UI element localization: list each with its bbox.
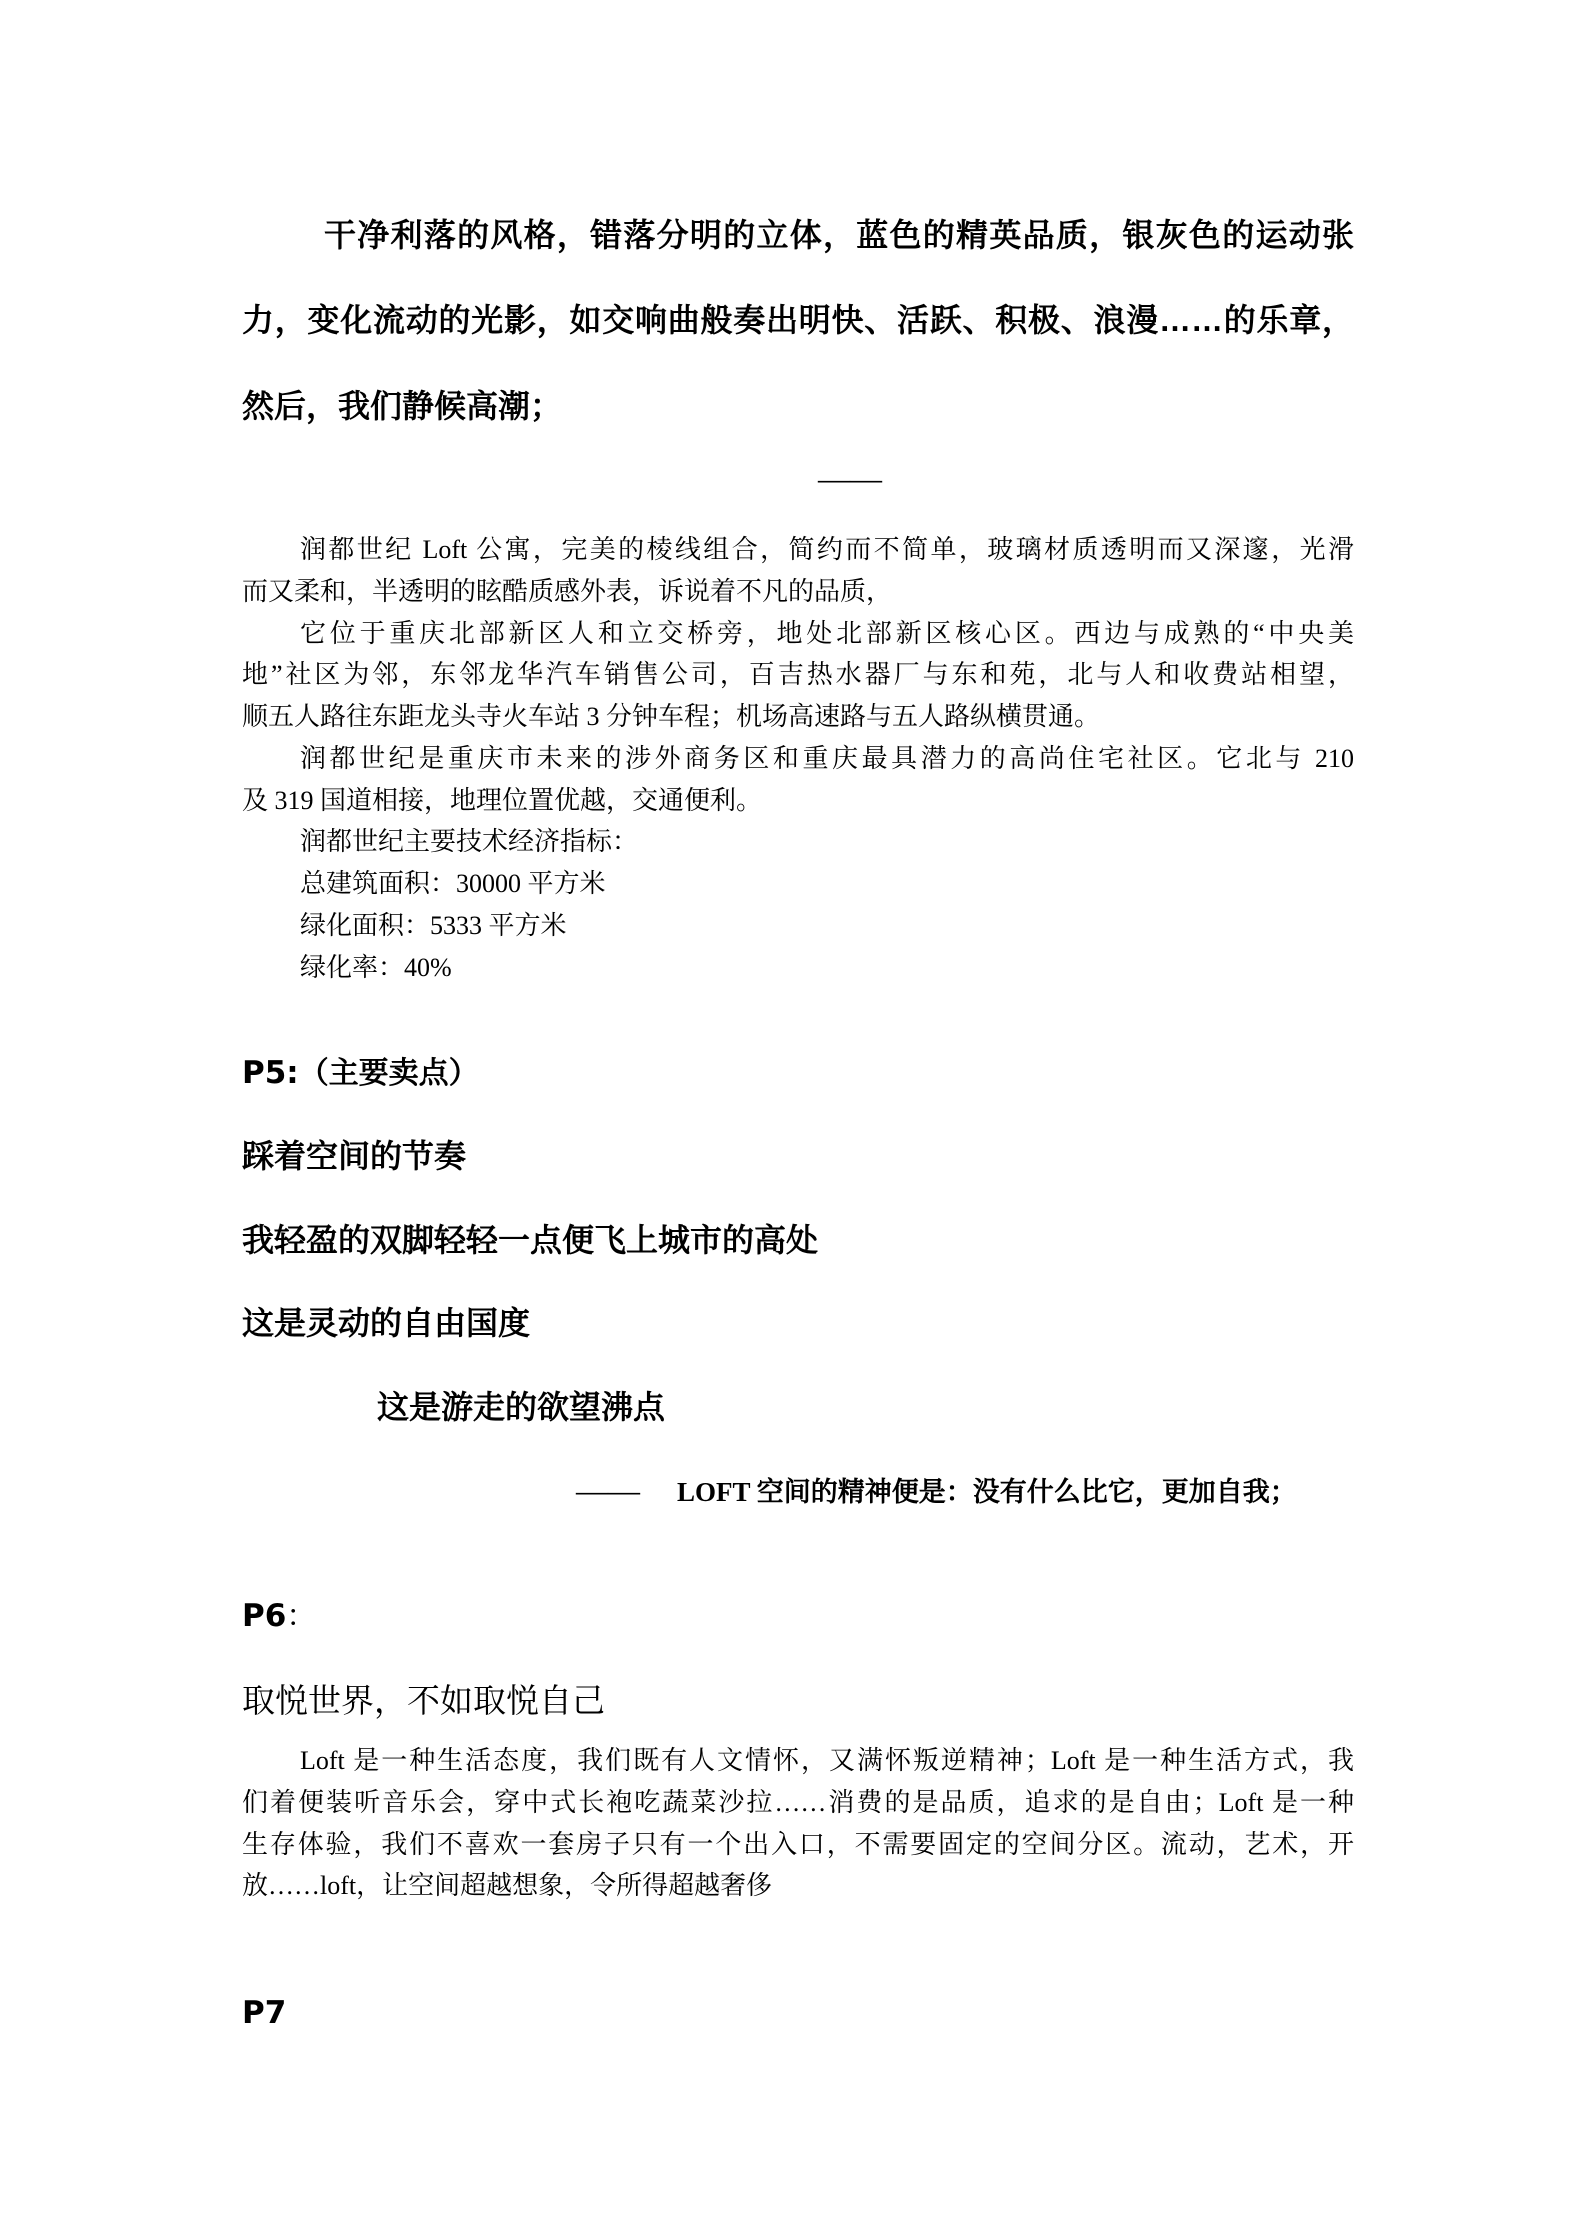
section-label: P5: [242, 1055, 299, 1091]
section-heading-p5 [242, 1053, 479, 1093]
description-line: 润都世纪主要技术经济指标： [300, 827, 639, 856]
description-line: 绿化面积：5333 平方米 [300, 911, 567, 940]
poem-line: 这是游走的欲望沸点 [377, 1389, 666, 1425]
description-line: 顺五人路往东距龙头寺火车站 3 分钟车程；机场高速路与五人路纵横贯通。 [242, 702, 1101, 731]
section-label: P6 [242, 1598, 287, 1634]
body-line: 们着便装听音乐会，穿中式长袍吃蔬菜沙拉……消费的是品质，追求的是自由；Loft 是一种 [242, 1788, 1354, 1817]
poem-line: 这是灵动的自由国度 [242, 1305, 531, 1341]
poem-line: 我轻盈的双脚轻轻一点便飞上城市的高处 [242, 1222, 819, 1258]
body-line: 放……loft，让空间超越想象，令所得超越奢侈 [242, 1871, 773, 1900]
description-line: 地”社区为邻，东邻龙华汽车销售公司，百吉热水器厂与东和苑，北与人和收费站相望， [242, 660, 1354, 689]
body-line: 生存体验，我们不喜欢一套房子只有一个出入口，不需要固定的空间分区。流动，艺术，开 [242, 1830, 1354, 1859]
intro-line: 干净利落的风格，错落分明的立体，蓝色的精英品质，银灰色的运动张 [324, 217, 1354, 253]
description-line: 总建筑面积：30000 平方米 [300, 869, 606, 898]
intro-line: 然后，我们静候高潮； [242, 388, 563, 424]
section-label: P7 [242, 1995, 287, 2031]
section-heading-p7 [242, 1993, 286, 2033]
poem-line: 踩着空间的节奏 [242, 1138, 467, 1174]
quote-dash: —— [576, 1472, 640, 1508]
description-line: 它位于重庆北部新区人和立交桥旁，地处北部新区核心区。西边与成熟的“中央美 [300, 619, 1354, 648]
section-heading-p6 [242, 1596, 316, 1636]
body-line: Loft 是一种生活态度，我们既有人文情怀，又满怀叛逆精神；Loft 是一种生活方式，我 [300, 1746, 1354, 1775]
description-line: 润都世纪 Loft 公寓，完美的棱线组合，简约而不简单，玻璃材质透明而又深邃，光滑 [300, 535, 1354, 564]
section-note: （主要卖点） [298, 1057, 479, 1090]
description-line: 绿化率：40% [300, 953, 452, 982]
intro-line: 力，变化流动的光影，如交响曲般奏出明快、活跃、积极、浪漫……的乐章， [242, 302, 1354, 338]
quote-text: LOFT 空间的精神便是：没有什么比它，更加自我； [677, 1477, 1297, 1507]
description-line: 而又柔和，半透明的眩酷质感外表，诉说着不凡的品质， [242, 577, 893, 606]
section-subtitle: 取悦世界，不如取悦自己 [242, 1682, 605, 1719]
description-line: 及 319 国道相接，地理位置优越，交通便利。 [242, 786, 763, 815]
section-divider-dash: —— [818, 460, 882, 496]
description-line: 润都世纪是重庆市未来的涉外商务区和重庆最具潜力的高尚住宅社区。它北与 210 [300, 744, 1354, 773]
section-colon: ： [286, 1600, 317, 1633]
